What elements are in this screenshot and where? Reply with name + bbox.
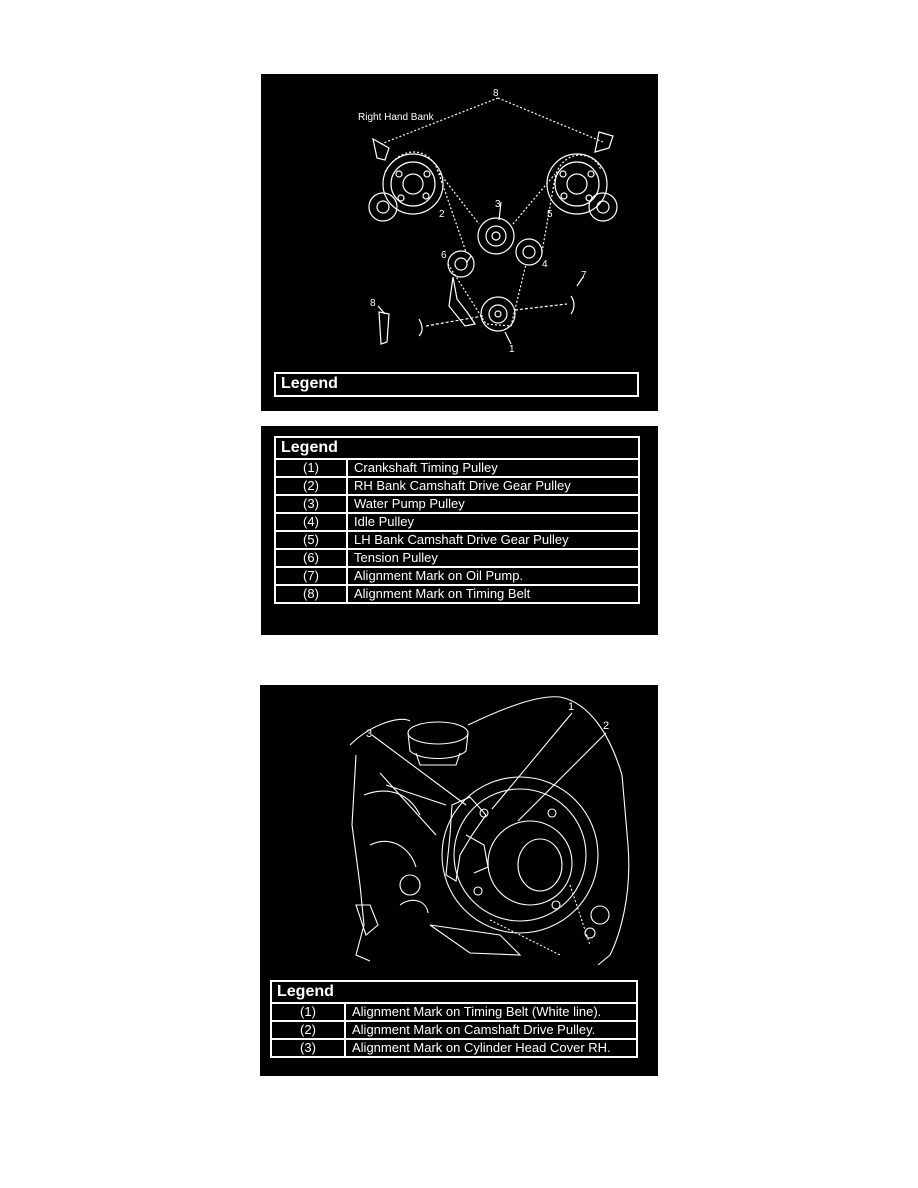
figure1-legend-bar [274,372,639,397]
lh-sensor-plate [589,193,617,221]
oil-pump-mark-right [571,296,574,314]
belt-mark-left [373,139,389,160]
row-number: (3) [275,495,347,513]
pulley-hub [518,839,562,891]
lh-cam-pulley [547,154,607,214]
row-number: (6) [275,549,347,567]
figure2-legend-table [270,980,638,1058]
figure-timing-belt-diagram [261,74,658,411]
table-row [275,459,639,477]
callout-5: 5 [547,209,553,220]
row-description: Alignment Mark on Cylinder Head Cover RH. [345,1039,637,1057]
table-row [275,585,639,603]
callout-1: 1 [568,701,575,713]
legend-table [274,436,640,604]
belt-mark-bottom [379,312,389,344]
row-description: Alignment Mark on Timing Belt [347,585,639,603]
legend-table-panel [261,426,658,635]
callout-8-top: 8 [493,88,499,99]
table-row [271,1021,637,1039]
callout-3: 3 [366,728,373,740]
callout-4: 4 [542,259,548,270]
row-number: (1) [271,1003,345,1021]
figure1-legend-title: Legend [281,375,338,392]
figure-camshaft-alignment [260,685,658,1076]
row-description: LH Bank Camshaft Drive Gear Pulley [347,531,639,549]
table-row [275,477,639,495]
callout-right-hand-bank: Right Hand Bank [358,112,434,123]
table-row [275,513,639,531]
callout-3: 3 [495,199,501,210]
leader-line-2 [518,733,606,821]
figure2-legend-title: Legend [271,981,637,1003]
table-row [275,549,639,567]
callout-2: 2 [603,720,610,732]
row-description: RH Bank Camshaft Drive Gear Pulley [347,477,639,495]
row-number: (3) [271,1039,345,1057]
table-row [275,531,639,549]
alignment-mark-cluster [446,797,486,881]
table-row [271,1039,637,1057]
row-description: Water Pump Pulley [347,495,639,513]
row-description: Tension Pulley [347,549,639,567]
table-row [271,1003,637,1021]
callout-1: 1 [509,344,515,355]
guide-line [498,98,603,142]
idle-pulley [516,239,542,265]
row-number: (2) [275,477,347,495]
table-row [275,567,639,585]
row-number: (7) [275,567,347,585]
timing-belt-drawing [261,74,658,411]
callout-7: 7 [581,270,587,281]
row-number: (4) [275,513,347,531]
row-description: Idle Pulley [347,513,639,531]
row-description: Crankshaft Timing Pulley [347,459,639,477]
rh-sensor-plate [369,193,397,221]
tension-pulley [448,251,474,277]
callout-2: 2 [439,209,445,220]
callout-6: 6 [441,250,447,261]
row-description: Alignment Mark on Camshaft Drive Pulley. [345,1021,637,1039]
crankshaft-pulley [481,297,515,331]
table-row [275,495,639,513]
row-number: (2) [271,1021,345,1039]
row-description: Alignment Mark on Oil Pump. [347,567,639,585]
oil-filler-cap [408,722,468,744]
row-number: (8) [275,585,347,603]
callout-8-bottom: 8 [370,298,376,309]
belt-mark-right [595,132,613,152]
water-pump-pulley [478,218,514,254]
row-number: (5) [275,531,347,549]
row-number: (1) [275,459,347,477]
row-description: Alignment Mark on Timing Belt (White line). [345,1003,637,1021]
leader-line-3 [372,735,466,805]
oil-pump-mark-left [419,319,422,336]
leader-line-1 [492,713,572,809]
timing-belt [490,920,560,955]
engine-outline [350,697,629,965]
legend-table-title: Legend [275,437,639,459]
